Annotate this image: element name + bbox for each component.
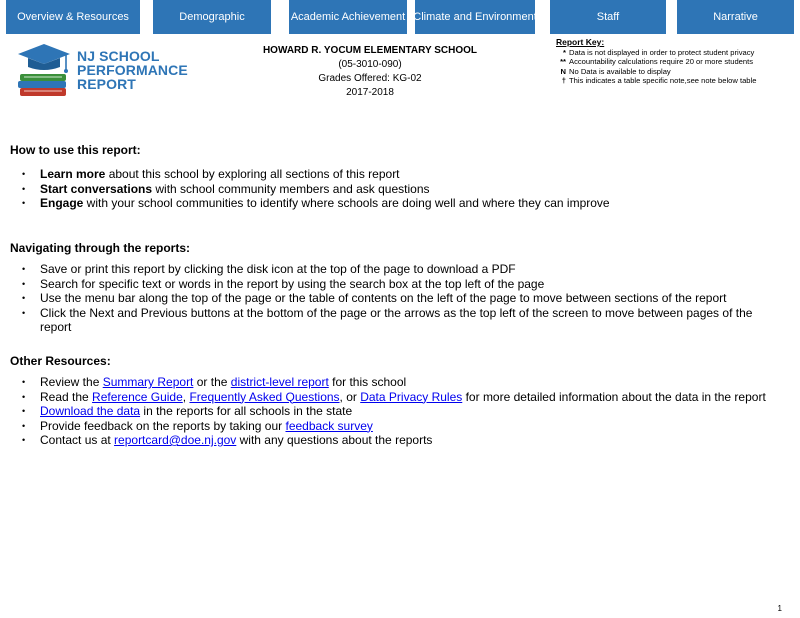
list-item: • Click the Next and Previous buttons at the bottom of the page or the arrows as the top left of the screen to move between pages of the report	[20, 306, 780, 335]
feedback-survey-link[interactable]: feedback survey	[285, 418, 373, 433]
list-item: • Search for specific text or words in the report by using the search box at the top left of the page	[20, 277, 780, 292]
item-text: with school community members and ask questions	[152, 181, 430, 196]
tab-climate-environment[interactable]: Climate and Environment	[415, 0, 535, 34]
other-resources-list	[20, 375, 780, 448]
logo-line-3: REPORT	[77, 76, 136, 92]
report-key-item	[556, 57, 796, 67]
item-text: Read the	[40, 389, 93, 404]
school-header	[230, 44, 510, 100]
how-to-use-heading: How to use this report:	[10, 143, 141, 157]
item-text: with any questions about the reports	[236, 433, 433, 447]
other-resources-heading: Other Resources:	[10, 354, 111, 368]
item-text: , or	[339, 389, 361, 404]
report-key-item	[556, 48, 796, 58]
data-privacy-rules-link[interactable]: Data Privacy Rules	[360, 389, 463, 404]
list-item: • Save or print this report by clicking the disk icon at the top of the page to download a PDF	[20, 262, 780, 277]
key-text: Accountability calculations require 20 or more students	[569, 57, 754, 67]
item-text: ,	[182, 389, 190, 404]
item-text: for this school	[328, 375, 407, 389]
key-symbol: †	[561, 76, 566, 86]
item-text: Review the	[40, 375, 103, 389]
emphasis-text: Start conversations	[40, 181, 153, 196]
school-name: HOWARD R. YOCUM ELEMENTARY SCHOOL	[262, 45, 478, 56]
logo-line-1: NJ SCHOOL	[77, 48, 160, 64]
report-key	[556, 38, 796, 86]
page-number: 1	[777, 604, 782, 613]
item-text: about this school by exploring all sections of this report	[105, 167, 400, 181]
contact-email-link[interactable]: reportcard@doe.nj.gov	[114, 433, 237, 447]
key-text: This indicates a table specific note,see note below table	[569, 76, 757, 86]
tab-demographic[interactable]: Demographic	[153, 0, 271, 34]
list-item	[20, 419, 780, 434]
list-item	[20, 196, 780, 211]
list-item: • Use the menu bar along the top of the page or the table of contents on the left of the page to move between sections of the report	[20, 291, 780, 306]
list-item	[20, 182, 780, 197]
report-key-item	[556, 67, 796, 77]
navigating-heading: Navigating through the reports:	[10, 241, 190, 255]
summary-report-link[interactable]: Summary Report	[102, 375, 194, 389]
key-symbol: N	[560, 66, 566, 76]
item-text: in the reports for all schools in the state	[140, 404, 353, 418]
emphasis-text: Engage	[40, 196, 84, 210]
logo-wordmark	[77, 49, 188, 91]
tab-academic-achievement[interactable]: Academic Achievement	[289, 0, 407, 34]
tab-staff[interactable]: Staff	[550, 0, 666, 34]
reference-guide-link[interactable]: Reference Guide	[92, 389, 183, 404]
key-symbol: *	[563, 47, 566, 57]
logo-line-2: PERFORMANCE	[77, 62, 188, 78]
list-item	[20, 390, 780, 405]
report-key-title: Report Key:	[556, 37, 605, 47]
tab-narrative[interactable]: Narrative	[677, 0, 794, 34]
list-item	[20, 404, 780, 419]
navigating-list	[20, 262, 780, 335]
emphasis-text: Learn more	[40, 167, 106, 181]
item-text: Contact us at	[40, 433, 115, 447]
report-key-item	[556, 76, 796, 86]
item-text: for more detailed information about the data in the report	[462, 389, 766, 404]
key-text: No Data is available to display	[569, 66, 671, 76]
district-level-report-link[interactable]: district-level report	[230, 375, 329, 389]
list-item	[20, 375, 780, 390]
key-symbol: **	[560, 57, 566, 67]
list-item	[20, 167, 780, 182]
how-to-use-list	[20, 167, 780, 211]
faq-link[interactable]: Frequently Asked Questions	[189, 389, 340, 404]
download-data-link[interactable]: Download the data	[40, 404, 141, 418]
nj-school-performance-report-logo	[14, 40, 189, 100]
section-tab-bar	[0, 0, 800, 34]
school-year: 2017-2018	[346, 87, 394, 98]
graduation-cap-books-icon	[14, 40, 78, 100]
list-item	[20, 433, 780, 448]
tab-overview-resources[interactable]: Overview & Resources	[6, 0, 140, 34]
item-text: with your school communities to identify where schools are doing well and where they can improve	[83, 196, 610, 210]
key-text: Data is not displayed in order to protect student privacy	[569, 47, 755, 57]
grades-offered: Grades Offered: KG-02	[318, 73, 422, 84]
item-text: Provide feedback on the reports by taking our	[40, 418, 286, 433]
school-code: (05-3010-090)	[338, 59, 402, 70]
item-text: or the	[193, 375, 231, 389]
